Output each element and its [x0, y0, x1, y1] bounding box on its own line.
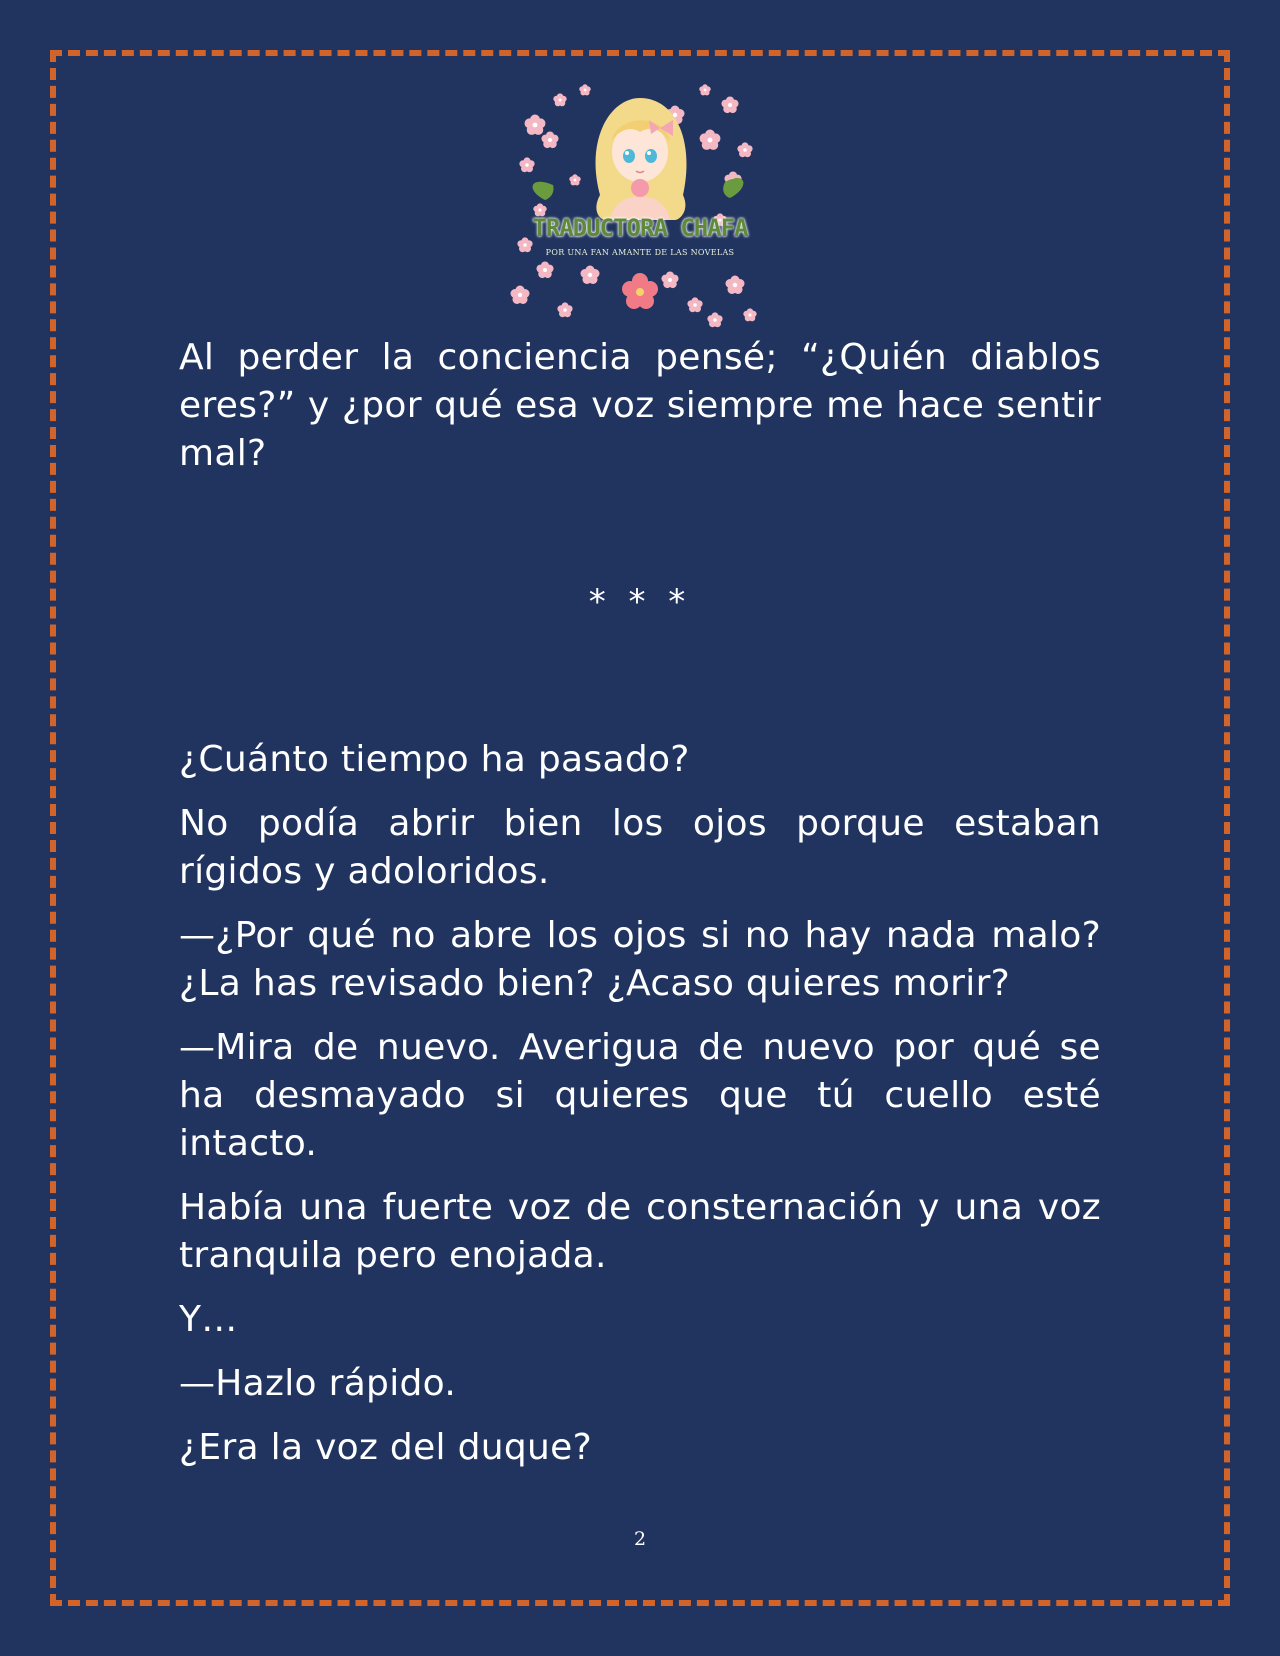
paragraph: Había una fuerte voz de consternación y una voz tranquila pero enojada.: [179, 1187, 1101, 1276]
paragraph: —Hazlo rápido.: [179, 1363, 457, 1404]
logo-illustration: [505, 70, 775, 330]
logo-title: TRADUCTORA CHAFA: [532, 214, 748, 242]
translator-logo: [505, 70, 775, 330]
scene-separator: * * *: [588, 582, 692, 622]
paragraph: Y…: [179, 1299, 238, 1340]
logo-subtitle: POR UNA FAN AMANTE DE LAS NOVELAS: [545, 248, 735, 257]
paragraph: ¿Era la voz del duque?: [179, 1427, 592, 1468]
page-number: 2: [633, 1528, 647, 1550]
paragraph: ¿Cuánto tiempo ha pasado?: [179, 739, 690, 780]
paragraph: Al perder la conciencia pensé; “¿Quién diablos eres?” y ¿por qué esa voz siempre me hace sentir mal?: [179, 337, 1101, 474]
paragraph: No podía abrir bien los ojos porque estaban rígidos y adoloridos.: [179, 803, 1101, 892]
paragraph: —¿Por qué no abre los ojos si no hay nada malo? ¿La has revisado bien? ¿Acaso quieres morir?: [179, 915, 1101, 1004]
page-content: [179, 334, 1101, 1488]
paragraph: —Mira de nuevo. Averigua de nuevo por qué se ha desmayado si quieres que tú cuello esté intacto.: [179, 1027, 1101, 1164]
